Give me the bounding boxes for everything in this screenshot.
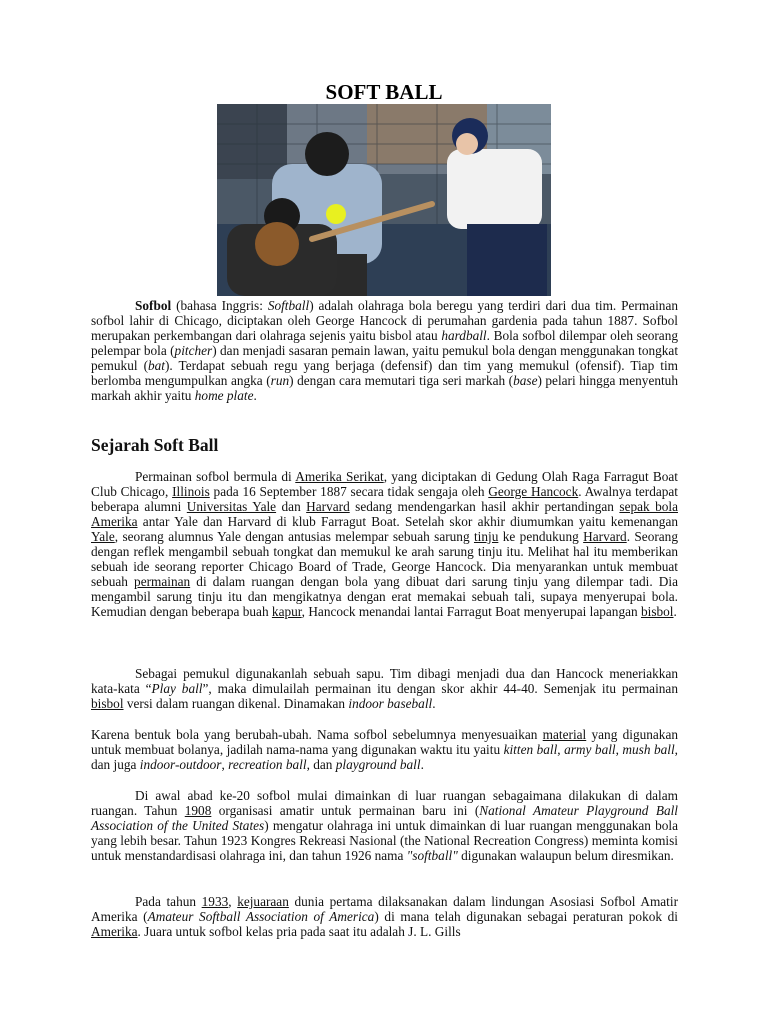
intro-bold-term: Sofbol	[135, 298, 172, 313]
p5-text: ,	[228, 894, 238, 909]
p1-text: sedang mendengarkan hasil akhir pertandingan	[349, 499, 620, 514]
link-amerika[interactable]: Amerika	[91, 924, 138, 939]
p3-italic: playground ball	[335, 757, 421, 772]
p3-italic: kitten ball	[503, 742, 558, 757]
section-heading: Sejarah Soft Ball	[91, 435, 219, 455]
link-bisbol[interactable]: bisbol	[640, 604, 674, 619]
p3-text: .	[420, 757, 424, 772]
link-kapur[interactable]: kapur	[271, 604, 302, 619]
intro-italic: hardball	[441, 328, 487, 343]
link-sepak-bola-amerika[interactable]: sepak bola Amerika	[91, 499, 678, 529]
page-title: SOFT BALL	[325, 80, 443, 104]
p4-text: digunakan walaupun belum diresmikan.	[457, 848, 674, 863]
intro-text: .	[253, 388, 257, 403]
intro-text: . Bola sofbol dilempar oleh seorang pelempar bola (	[91, 328, 678, 358]
intro-italic: Softball	[267, 298, 310, 313]
link-george-hancock[interactable]: George Hancock	[488, 484, 579, 499]
p1-text: pada 16 September 1887 secara tidak sengaja oleh	[209, 484, 489, 499]
softball-photo-image	[217, 104, 551, 296]
intro-text: ) dengan cara memutari tiga seri markah (	[289, 373, 514, 388]
p5-italic: Amateur Softball Association of America	[147, 909, 375, 924]
p3-italic: army ball	[564, 742, 616, 757]
p3-text: ,	[221, 757, 229, 772]
p5-text: Pada tahun	[135, 894, 202, 909]
p5-text: ) di mana telah digunakan sebagai peraturan pokok di	[374, 909, 679, 924]
history-paragraph-2	[91, 666, 678, 711]
intro-text: ). Terdapat sebuah regu yang berjaga (defensif) dan tim yang memukul (ofensif). Tiap tim berlomba mengumpulkan angka (	[91, 358, 678, 388]
p1-text: . Seorang dengan reflek mengambil sebuah tongkat dan memukul ke arah sarung tinju itu. Melihat hal itu memberikan sebuah ide seorang reporter Chicago Board of Trade, George Hancock. Dia menyarankan untuk membuat sebuah	[91, 529, 678, 589]
p1-text: , yang diciptakan di Gedung Olah Raga Farragut Boat Club Chicago,	[91, 469, 678, 499]
intro-italic: base	[513, 373, 538, 388]
intro-italic: bat	[148, 358, 165, 373]
p3-text: ,	[615, 742, 623, 757]
intro-italic: home plate	[194, 388, 254, 403]
p1-text: .	[673, 604, 677, 619]
p1-text: di dalam ruangan dengan bola yang dibuat dari sarung tinju yang dilempar tadi. Dia mengambil sarung tinju itu dan mengikatnya dengan erat memakai sebuah tali, supaya menyerupai bola. Kemudian dengan beberapa buah	[91, 574, 678, 619]
intro-text: ) adalah olahraga bola beregu yang terdiri dari dua tim. Permainan sofbol lahir di Chicago, diciptakan oleh George Hancock di perumahan gardenia pada tahun 1887. Sofbol merupakan perkembangan dari olahraga sejenis yaitu bisbol atau	[91, 298, 678, 343]
p1-text: dan	[276, 499, 307, 514]
intro-italic: run	[270, 373, 290, 388]
link-1933[interactable]: 1933	[201, 894, 229, 909]
link-amerika-serikat[interactable]: Amerika Serikat	[295, 469, 384, 484]
softball-photo	[217, 104, 551, 296]
p1-text: . Awalnya terdapat beberapa alumni	[91, 484, 678, 514]
link-tinju[interactable]: tinju	[473, 529, 499, 544]
link-harvard[interactable]: Harvard	[306, 499, 350, 514]
intro-italic: pitcher	[174, 343, 213, 358]
p1-text: Permainan sofbol bermula di	[135, 469, 296, 484]
history-paragraph-5	[91, 894, 678, 939]
intro-paragraph	[91, 298, 678, 403]
p4-italic: "softball"	[406, 848, 458, 863]
history-paragraph-4	[91, 788, 678, 863]
intro-text: (bahasa Inggris:	[171, 298, 268, 313]
link-1908[interactable]: 1908	[184, 803, 212, 818]
p2-text: .	[432, 696, 436, 711]
link-bisbol-2[interactable]: bisbol	[91, 696, 124, 711]
p4-text: Di awal abad ke-20 sofbol mulai dimainkan di luar ruangan sebagaimana dilakukan di dalam ruangan. Tahun	[91, 788, 678, 818]
p3-text: , dan juga	[91, 742, 678, 772]
link-yale[interactable]: Yale	[91, 529, 115, 544]
p3-text: yang digunakan untuk membuat bolanya, jadilah nama-nama yang digunakan waktu itu yaitu	[91, 727, 678, 757]
p3-italic: mush ball	[622, 742, 675, 757]
p2-italic: indoor baseball	[348, 696, 433, 711]
link-material[interactable]: material	[542, 727, 587, 742]
p1-text: , Hancock menandai lantai Farragut Boat menyerupai lapangan	[301, 604, 641, 619]
intro-text: ) dan menjadi sasaran pemain lawan, yaitu pemukul bola dengan menggunakan tongkat pemukul (	[91, 343, 679, 373]
p3-italic: indoor-outdoor	[139, 757, 222, 772]
p2-text: ”, maka dimulailah permainan itu dengan skor akhir 44-40. Semenjak itu permainan	[202, 681, 678, 696]
p4-text: ) mengatur olahraga ini untuk dimainkan di luar ruangan menggunakan bola yang lebih besar. Tahun 1923 Kongres Rekreasi Nasional (the National Recreation Congress) meminta komisi untuk menstandardisasi olahraga ini, dan tahun 1926 nama	[91, 818, 679, 863]
link-harvard-2[interactable]: Harvard	[583, 529, 627, 544]
p3-italic: recreation ball	[228, 757, 307, 772]
history-paragraph-1	[91, 469, 678, 619]
p1-text: ke pendukung	[498, 529, 584, 544]
p3-text: ,	[557, 742, 565, 757]
p5-text: . Juara untuk sofbol kelas pria pada saat itu adalah J. L. Gills	[137, 924, 461, 939]
intro-text: ) pelari hingga menyentuh markah akhir yaitu	[91, 373, 678, 403]
p2-italic: Play ball	[151, 681, 203, 696]
p5-text: dunia pertama dilaksanakan dalam lindungan Asosiasi Sofbol Amatir Amerika (	[91, 894, 678, 924]
p4-italic: National Amateur Playground Ball Association of the United States	[91, 803, 678, 833]
history-paragraph-3	[91, 727, 678, 772]
link-universitas-yale[interactable]: Universitas Yale	[186, 499, 277, 514]
p3-text: , dan	[306, 757, 336, 772]
p4-text: organisasi amatir untuk permainan baru ini (	[211, 803, 480, 818]
p2-text: versi dalam ruangan dikenal. Dinamakan	[123, 696, 349, 711]
link-illinois[interactable]: Illinois	[172, 484, 210, 499]
p1-text: , seorang alumnus Yale dengan antusias melempar sebuah sarung	[114, 529, 474, 544]
p1-text: antar Yale dan Harvard di klub Farragut Boat. Setelah skor akhir diumumkan yaitu kemenangan	[137, 514, 678, 529]
link-kejuaraan[interactable]: kejuaraan	[237, 894, 289, 909]
p2-text: Sebagai pemukul digunakanlah sebuah sapu. Tim dibagi menjadi dua dan Hancock meneriakkan kata-kata “	[91, 666, 678, 696]
link-permainan[interactable]: permainan	[134, 574, 191, 589]
p3-text: Karena bentuk bola yang berubah-ubah. Nama sofbol sebelumnya menyesuaikan	[91, 727, 543, 742]
